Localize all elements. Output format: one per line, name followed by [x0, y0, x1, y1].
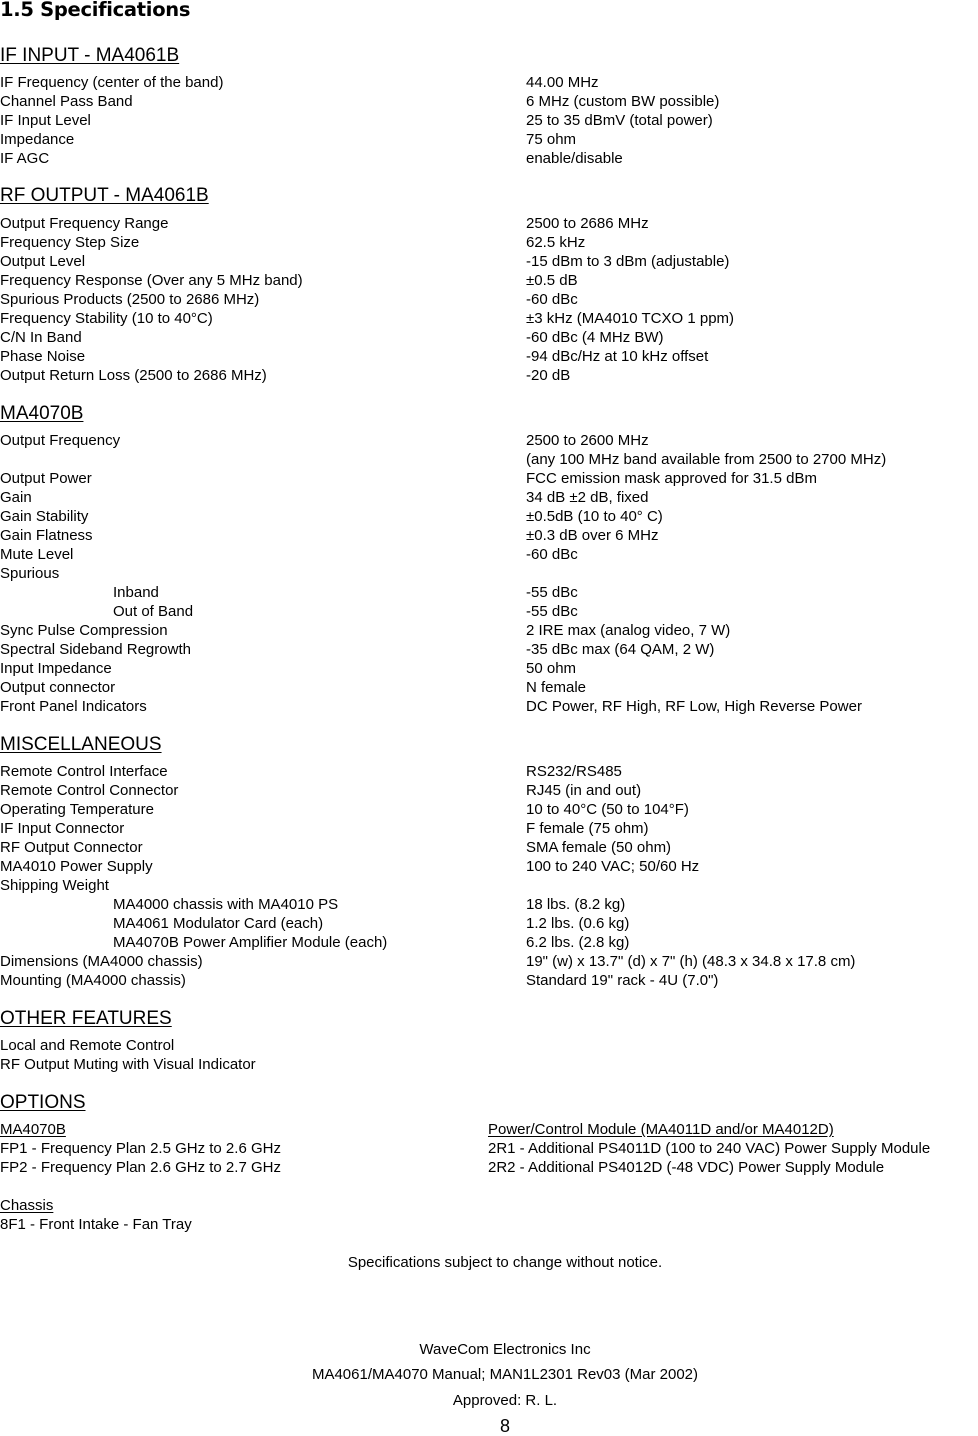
spec-value: 2 IRE max (analog video, 7 W): [526, 622, 731, 639]
feature-line: Local and Remote Control: [0, 1037, 175, 1054]
spec-value: enable/disable: [526, 150, 623, 167]
spec-row: [0, 876, 978, 895]
section-heading-options: OPTIONS: [0, 1092, 86, 1113]
spec-value: 75 ohm: [526, 131, 577, 148]
spec-value: -94 dBc/Hz at 10 kHz offset: [526, 348, 709, 365]
spec-row: [0, 526, 978, 545]
spec-label: Phase Noise: [0, 348, 86, 365]
spec-label: RF Output Connector: [0, 839, 143, 856]
spec-label: IF AGC: [0, 150, 50, 167]
spec-value: 50 ohm: [526, 660, 577, 677]
spec-label: IF Input Level: [0, 112, 91, 129]
spec-value: RS232/RS485: [526, 763, 622, 780]
spec-row: [0, 431, 978, 450]
spec-label: IF Input Connector: [0, 820, 125, 837]
spec-row: [0, 697, 978, 716]
spec-value: -60 dBc: [526, 546, 578, 563]
spec-value: F female (75 ohm): [526, 820, 649, 837]
page-number: 8: [499, 1416, 510, 1436]
spec-label: Shipping Weight: [0, 877, 109, 894]
spec-value: 18 lbs. (8.2 kg): [526, 896, 626, 913]
spec-value: FCC emission mask approved for 31.5 dBm: [526, 470, 817, 487]
spec-value: DC Power, RF High, RF Low, High Reverse Power: [526, 698, 862, 715]
spec-label: Channel Pass Band: [0, 93, 133, 110]
spec-label: Remote Control Connector: [0, 782, 179, 799]
spec-value: -35 dBc max (64 QAM, 2 W): [526, 641, 715, 658]
section-heading-misc: MISCELLANEOUS: [0, 734, 162, 755]
spec-value: SMA female (50 ohm): [526, 839, 672, 856]
spec-row: [0, 933, 978, 952]
spec-value: ±3 kHz (MA4010 TCXO 1 ppm): [526, 310, 735, 327]
spec-row: [0, 214, 978, 233]
spec-row: [0, 92, 978, 111]
spec-value: 6.2 lbs. (2.8 kg): [526, 934, 630, 951]
spec-label: Frequency Stability (10 to 40°C): [0, 310, 213, 327]
spec-row: [0, 678, 978, 697]
spec-row: [0, 271, 978, 290]
spec-row: [0, 583, 978, 602]
option-item: 2R2 - Additional PS4012D (-48 VDC) Power Supply Module: [488, 1159, 885, 1176]
spec-value: -60 dBc (4 MHz BW): [526, 329, 664, 346]
options-chassis-heading: Chassis: [0, 1197, 54, 1214]
spec-row: [0, 488, 978, 507]
spec-row: [0, 507, 978, 526]
spec-value: 25 to 35 dBmV (total power): [526, 112, 713, 129]
spec-value: 100 to 240 VAC; 50/60 Hz: [526, 858, 700, 875]
option-item: FP2 - Frequency Plan 2.6 GHz to 2.7 GHz: [0, 1159, 281, 1176]
section-heading-other-features: OTHER FEATURES: [0, 1008, 172, 1029]
spec-label: Spurious: [0, 565, 60, 582]
spec-row: [0, 366, 978, 385]
spec-value: -20 dB: [526, 367, 571, 384]
section-heading-if-input: IF INPUT - MA4061B: [0, 45, 180, 66]
footer-manual: MA4061/MA4070 Manual; MAN1L2301 Rev03 (Mar 2002): [311, 1366, 699, 1383]
option-item: 2R1 - Additional PS4011D (100 to 240 VAC) Power Supply Module: [488, 1140, 931, 1157]
spec-value: (any 100 MHz band available from 2500 to 2700 MHz): [526, 451, 887, 468]
options-power-module-heading: Power/Control Module (MA4011D and/or MA4012D): [488, 1121, 834, 1138]
spec-label: MA4061 Modulator Card (each): [113, 915, 324, 932]
spec-label: Gain Flatness: [0, 527, 93, 544]
spec-value: 10 to 40°C (50 to 104°F): [526, 801, 689, 818]
spec-label: Front Panel Indicators: [0, 698, 147, 715]
spec-row: [0, 347, 978, 366]
spec-row: [0, 233, 978, 252]
spec-value: Standard 19" rack - 4U (7.0"): [526, 972, 719, 989]
spec-row: [0, 130, 978, 149]
spec-row: [0, 857, 978, 876]
spec-value: 34 dB ±2 dB, fixed: [526, 489, 649, 506]
spec-label: Impedance: [0, 131, 75, 148]
spec-row: [0, 309, 978, 328]
spec-row: [0, 914, 978, 933]
spec-value: ±0.5 dB: [526, 272, 578, 289]
spec-row: [0, 73, 978, 92]
spec-label: Gain: [0, 489, 32, 506]
spec-label: Output connector: [0, 679, 116, 696]
spec-value: N female: [526, 679, 587, 696]
spec-label: IF Frequency (center of the band): [0, 74, 224, 91]
spec-row: [0, 971, 978, 990]
spec-label: Mute Level: [0, 546, 74, 563]
spec-label: Mounting (MA4000 chassis): [0, 972, 186, 989]
spec-label: Spurious Products (2500 to 2686 MHz): [0, 291, 260, 308]
footer-company: WaveCom Electronics Inc: [419, 1341, 591, 1358]
spec-label: Frequency Step Size: [0, 234, 140, 251]
spec-row: [0, 564, 978, 583]
spec-row: [0, 781, 978, 800]
spec-label: Operating Temperature: [0, 801, 154, 818]
footer-approved: Approved: R. L.: [452, 1392, 558, 1409]
spec-row: [0, 895, 978, 914]
spec-value: 1.2 lbs. (0.6 kg): [526, 915, 630, 932]
spec-row: [0, 252, 978, 271]
spec-row: [0, 762, 978, 781]
spec-row: [0, 659, 978, 678]
spec-row: [0, 602, 978, 621]
spec-value: ±0.3 dB over 6 MHz: [526, 527, 659, 544]
spec-value: 2500 to 2600 MHz: [526, 432, 649, 449]
spec-row: [0, 838, 978, 857]
spec-row: [0, 819, 978, 838]
change-notice: Specifications subject to change without notice.: [347, 1254, 663, 1271]
spec-value: 62.5 kHz: [526, 234, 586, 251]
spec-label: MA4000 chassis with MA4010 PS: [113, 896, 339, 913]
spec-row: [0, 290, 978, 309]
spec-label: Dimensions (MA4000 chassis): [0, 953, 203, 970]
spec-row: [0, 111, 978, 130]
spec-value: -15 dBm to 3 dBm (adjustable): [526, 253, 730, 270]
spec-label: Sync Pulse Compression: [0, 622, 168, 639]
spec-value: -55 dBc: [526, 603, 578, 620]
section-heading-ma4070b: MA4070B: [0, 403, 84, 424]
spec-label: Output Return Loss (2500 to 2686 MHz): [0, 367, 267, 384]
spec-label: Output Power: [0, 470, 92, 487]
spec-value: RJ45 (in and out): [526, 782, 642, 799]
spec-label: Output Frequency: [0, 432, 121, 449]
spec-label: Frequency Response (Over any 5 MHz band): [0, 272, 303, 289]
page-title: 1.5 Specifications: [0, 0, 191, 21]
options-ma4070b-heading: MA4070B: [0, 1121, 66, 1138]
feature-line: RF Output Muting with Visual Indicator: [0, 1056, 256, 1073]
option-item: FP1 - Frequency Plan 2.5 GHz to 2.6 GHz: [0, 1140, 281, 1157]
spec-label: Input Impedance: [0, 660, 112, 677]
spec-value: 2500 to 2686 MHz: [526, 215, 649, 232]
spec-row: [0, 545, 978, 564]
spec-label: Output Frequency Range: [0, 215, 169, 232]
spec-value: 19" (w) x 13.7" (d) x 7" (h) (48.3 x 34.8 x 17.8 cm): [526, 953, 856, 970]
spec-row: [0, 952, 978, 971]
spec-value: -60 dBc: [526, 291, 578, 308]
spec-label: Out of Band: [113, 603, 194, 620]
spec-label: C/N In Band: [0, 329, 82, 346]
spec-row: [0, 469, 978, 488]
spec-label: MA4010 Power Supply: [0, 858, 153, 875]
spec-label: MA4070B Power Amplifier Module (each): [113, 934, 388, 951]
spec-row: [0, 621, 978, 640]
spec-value: 6 MHz (custom BW possible): [526, 93, 720, 110]
spec-label: Remote Control Interface: [0, 763, 168, 780]
spec-row: [0, 800, 978, 819]
spec-row: [0, 328, 978, 347]
spec-row: [0, 149, 978, 168]
spec-value: -55 dBc: [526, 584, 578, 601]
option-item: 8F1 - Front Intake - Fan Tray: [0, 1216, 192, 1233]
spec-value: ±0.5dB (10 to 40° C): [526, 508, 663, 525]
spec-label: Output Level: [0, 253, 86, 270]
section-heading-rf-output: RF OUTPUT - MA4061B: [0, 185, 209, 206]
spec-label: Spectral Sideband Regrowth: [0, 641, 191, 658]
spec-label: Gain Stability: [0, 508, 89, 525]
spec-value: 44.00 MHz: [526, 74, 599, 91]
spec-row: [0, 450, 978, 469]
spec-row: [0, 640, 978, 659]
spec-label: Inband: [113, 584, 159, 601]
